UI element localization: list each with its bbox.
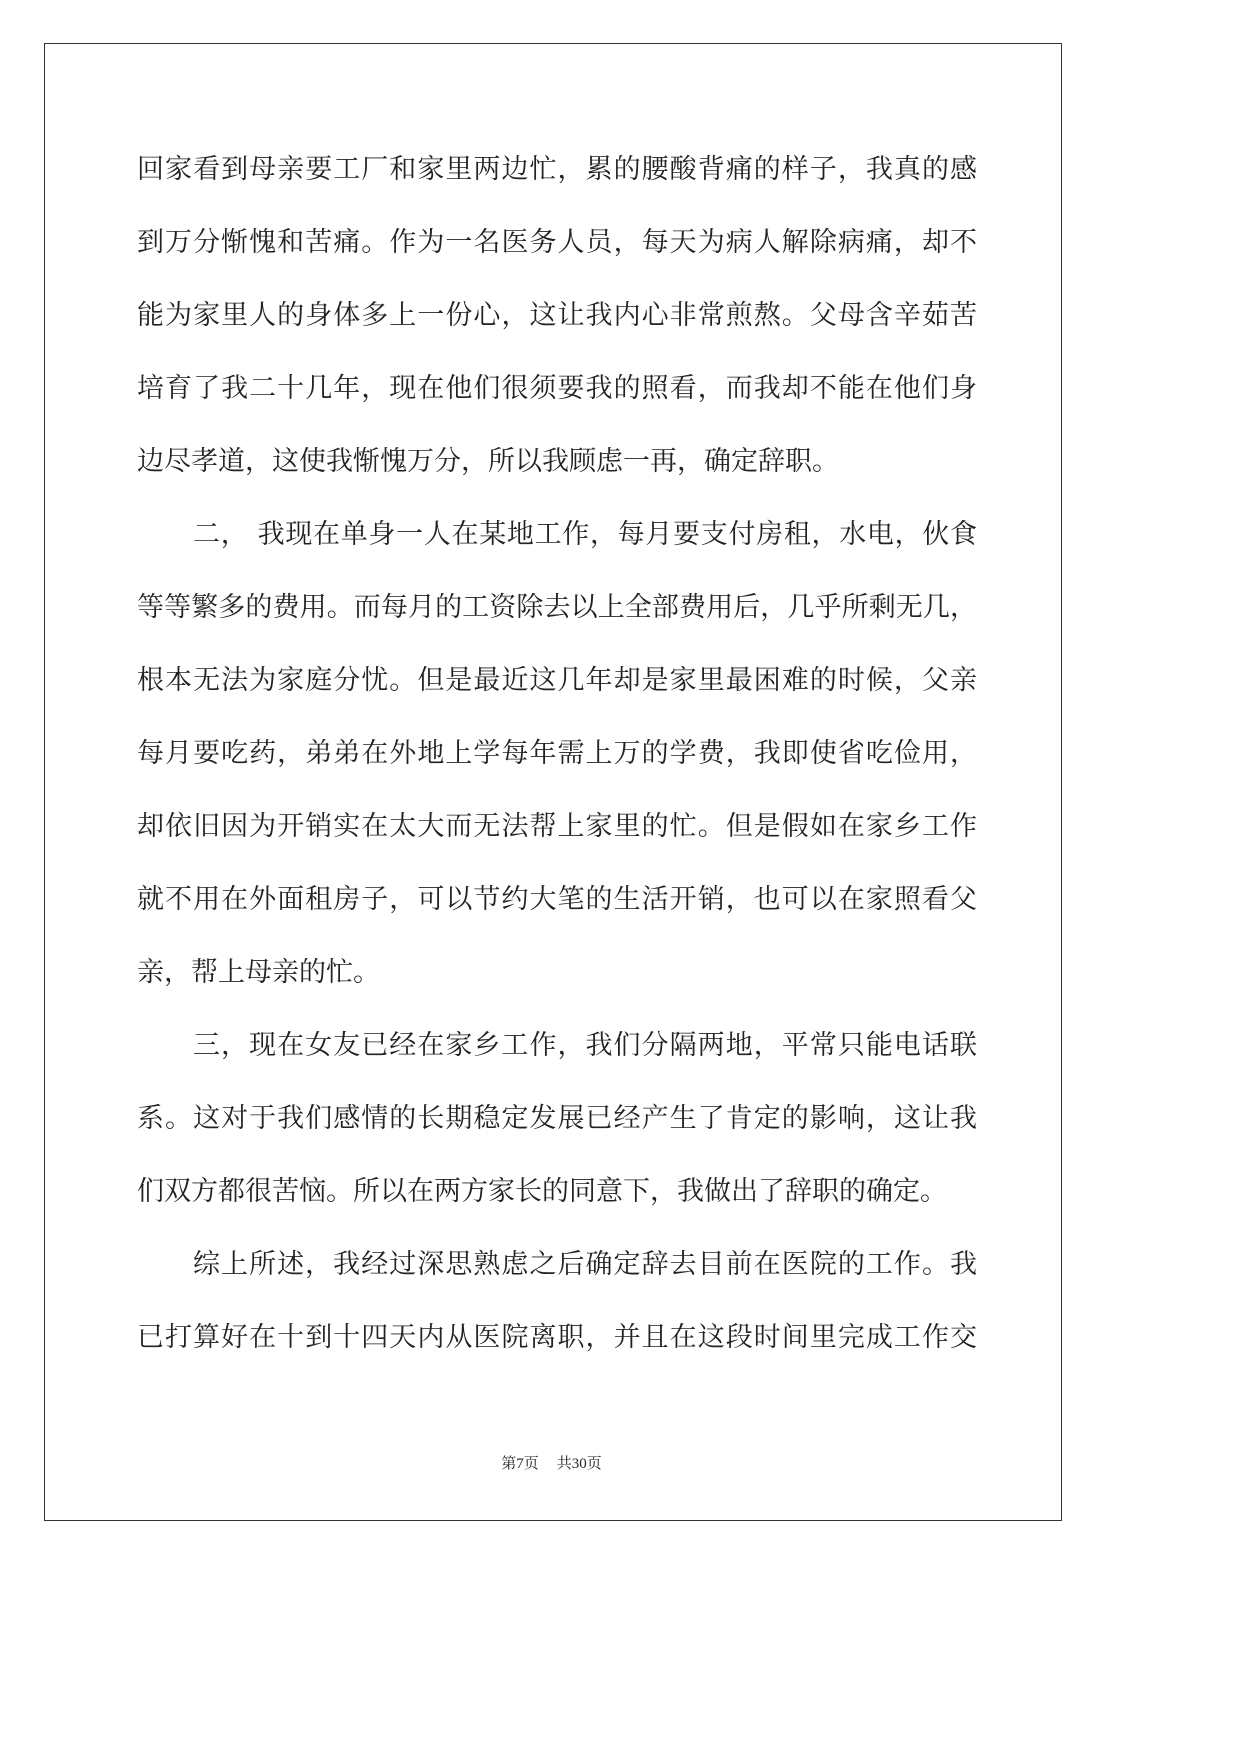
paragraph-first-line: 二， 我现在单身一人在某地工作，每月要支付房租，水电，伙食 (193, 519, 977, 550)
text-line: 根本无法为家庭分忧。但是最近这几年却是家里最困难的时候，父亲 (137, 665, 977, 696)
text-line: 能为家里人的身体多上一份心，这让我内心非常煎熬。父母含辛茹苦 (137, 300, 977, 331)
page-number: 第7页 (501, 1456, 539, 1472)
page-footer (0, 1454, 1103, 1474)
page-total: 共30页 (556, 1456, 602, 1472)
page-border (44, 43, 1062, 1521)
text-line: 却依旧因为开销实在太大而无法帮上家里的忙。但是假如在家乡工作 (137, 811, 977, 842)
text-line: 系。这对于我们感情的长期稳定发展已经产生了肯定的影响，这让我 (137, 1103, 977, 1134)
text-line: 回家看到母亲要工厂和家里两边忙，累的腰酸背痛的样子，我真的感 (137, 154, 977, 185)
paragraph-first-line: 综上所述，我经过深思熟虑之后确定辞去目前在医院的工作。我 (193, 1249, 977, 1280)
text-line: 每月要吃药，弟弟在外地上学每年需上万的学费，我即使省吃俭用， (137, 738, 977, 769)
text-line: 们双方都很苦恼。所以在两方家长的同意下，我做出了辞职的确定。 (137, 1176, 947, 1207)
text-line: 等等繁多的费用。而每月的工资除去以上全部费用后，几乎所剩无几， (137, 592, 977, 623)
text-line: 已打算好在十到十四天内从医院离职，并且在这段时间里完成工作交 (137, 1322, 977, 1353)
text-line: 就不用在外面租房子，可以节约大笔的生活开销，也可以在家照看父 (137, 884, 977, 915)
text-line: 培育了我二十几年，现在他们很须要我的照看，而我却不能在他们身 (137, 373, 977, 404)
text-line: 边尽孝道，这使我惭愧万分，所以我顾虑一再，确定辞职。 (137, 446, 839, 477)
text-line: 亲，帮上母亲的忙。 (137, 957, 380, 988)
paragraph-first-line: 三，现在女友已经在家乡工作，我们分隔两地，平常只能电话联 (193, 1030, 977, 1061)
text-line: 到万分惭愧和苦痛。作为一名医务人员，每天为病人解除病痛，却不 (137, 227, 977, 258)
